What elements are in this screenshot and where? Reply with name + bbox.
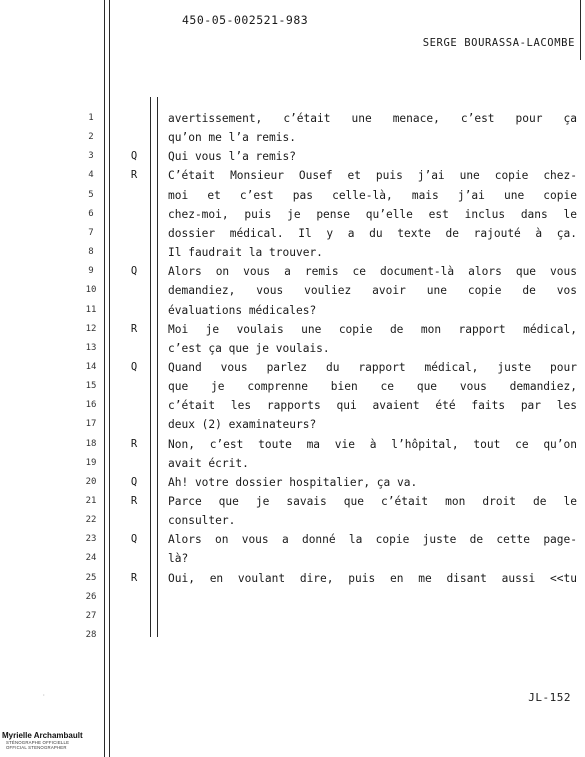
transcript-line: consulter. <box>168 514 236 528</box>
line-number: 9 <box>88 266 94 277</box>
left-margin-rule-inner <box>109 0 110 757</box>
line-number: 12 <box>85 323 97 334</box>
transcript-line: Parce que je savais que c’était mon droit de le <box>168 495 577 508</box>
transcript-line: que je comprenne bien ce que vous demandiez, <box>168 380 577 394</box>
transcript-line: Moi je voulais une copie de mon rapport médical, <box>168 322 577 336</box>
page-reference: JL-152 <box>528 691 571 704</box>
transcript-line: Il faudrait la trouver. <box>168 246 323 260</box>
speaker-marker: Q <box>130 360 138 373</box>
transcript-line: deux (2) examinateurs? <box>168 418 317 432</box>
transcript-line: chez-moi, puis je pense qu’elle est inclus dans le <box>168 207 577 221</box>
line-number: 4 <box>88 170 94 181</box>
stenographer-stamp <box>2 731 97 750</box>
transcript-line: avait écrit. <box>168 456 249 470</box>
transcript-line: évaluations médicales? <box>168 303 317 317</box>
speaker-marker: R <box>130 437 138 450</box>
line-number: 16 <box>85 400 97 411</box>
transcript-line: Non, c’est toute ma vie à l’hôpital, tout ce qu’on <box>168 437 577 451</box>
stenographer-title-fr: STÉNOGRAPHE OFFICIELLE <box>6 740 70 745</box>
line-number: 25 <box>85 572 97 583</box>
line-number: 3 <box>88 151 94 162</box>
line-number: 28 <box>85 630 97 641</box>
transcript-line: Alors on vous a remis ce document-là alors que vous <box>168 265 577 279</box>
stenographer-name: Myrielle Archambault <box>2 731 83 740</box>
stenographer-title-en: OFFICIAL STENOGRAPHER <box>6 745 67 750</box>
speaker-marker: R <box>130 495 138 507</box>
transcript-line: avertissement, c’était une menace, c’est pour ça <box>168 112 577 125</box>
line-number: 8 <box>88 247 94 258</box>
line-number: 15 <box>85 381 97 392</box>
line-number: 5 <box>88 189 94 200</box>
transcript-line: Alors on vous a donné la copie juste de cette page- <box>168 533 577 547</box>
transcript-line: C’était Monsieur Ousef et puis j’ai une copie chez- <box>168 169 577 183</box>
right-margin-rule <box>580 0 581 60</box>
speaker-marker: R <box>130 322 138 335</box>
transcript-line: dossier médical. Il y a du texte de rajouté à ça. <box>168 226 577 240</box>
case-number: 450-05-002521-983 <box>182 13 309 27</box>
transcript-line: moi et c’est pas celle-là, mais j’ai une copie <box>168 188 577 202</box>
speaker-marker: Q <box>130 265 138 278</box>
line-number: 24 <box>85 553 97 564</box>
line-number: 27 <box>85 610 97 621</box>
speaker-column-rule-right <box>157 97 158 637</box>
line-number: 13 <box>85 342 97 353</box>
transcript-line: Quand vous parlez du rapport médical, juste pour <box>168 360 577 374</box>
line-number: 14 <box>85 361 97 372</box>
transcript-line: Qui vous l’a remis? <box>168 150 296 164</box>
transcript-line: qu’on me l’a remis. <box>168 131 296 145</box>
line-number: 26 <box>85 591 97 602</box>
line-number: 22 <box>85 515 97 526</box>
line-number: 19 <box>85 457 97 468</box>
witness-name: SERGE BOURASSA-LACOMBE <box>422 37 575 49</box>
margin-mark: · <box>42 692 46 699</box>
line-number: 17 <box>85 419 97 430</box>
speaker-marker: Q <box>130 533 138 546</box>
transcript-line: c’est ça que je voulais. <box>168 341 330 355</box>
line-number: 18 <box>85 438 97 449</box>
transcript-line: demandiez, vous vouliez avoir une copie de vos <box>168 284 577 298</box>
speaker-column-rule-left <box>150 97 151 637</box>
line-number: 23 <box>85 534 97 545</box>
speaker-marker: Q <box>130 150 138 163</box>
line-number: 11 <box>85 304 97 315</box>
transcript-line: là? <box>168 552 189 566</box>
line-number: 6 <box>88 208 94 219</box>
line-number: 21 <box>85 496 97 506</box>
speaker-marker: R <box>130 169 138 182</box>
line-number: 7 <box>88 227 94 238</box>
line-number: 10 <box>85 285 97 296</box>
speaker-marker: R <box>130 571 138 584</box>
transcript-line: c’était les rapports qui avaient été faits par les <box>168 399 577 413</box>
transcript-line: Oui, en voulant dire, puis en me disant aussi <<tu <box>168 571 577 585</box>
speaker-marker: Q <box>130 475 138 488</box>
line-number: 20 <box>85 476 97 487</box>
transcript-line: Ah! votre dossier hospitalier, ça va. <box>168 475 418 489</box>
line-number: 2 <box>88 132 94 143</box>
line-number: 1 <box>88 113 94 123</box>
